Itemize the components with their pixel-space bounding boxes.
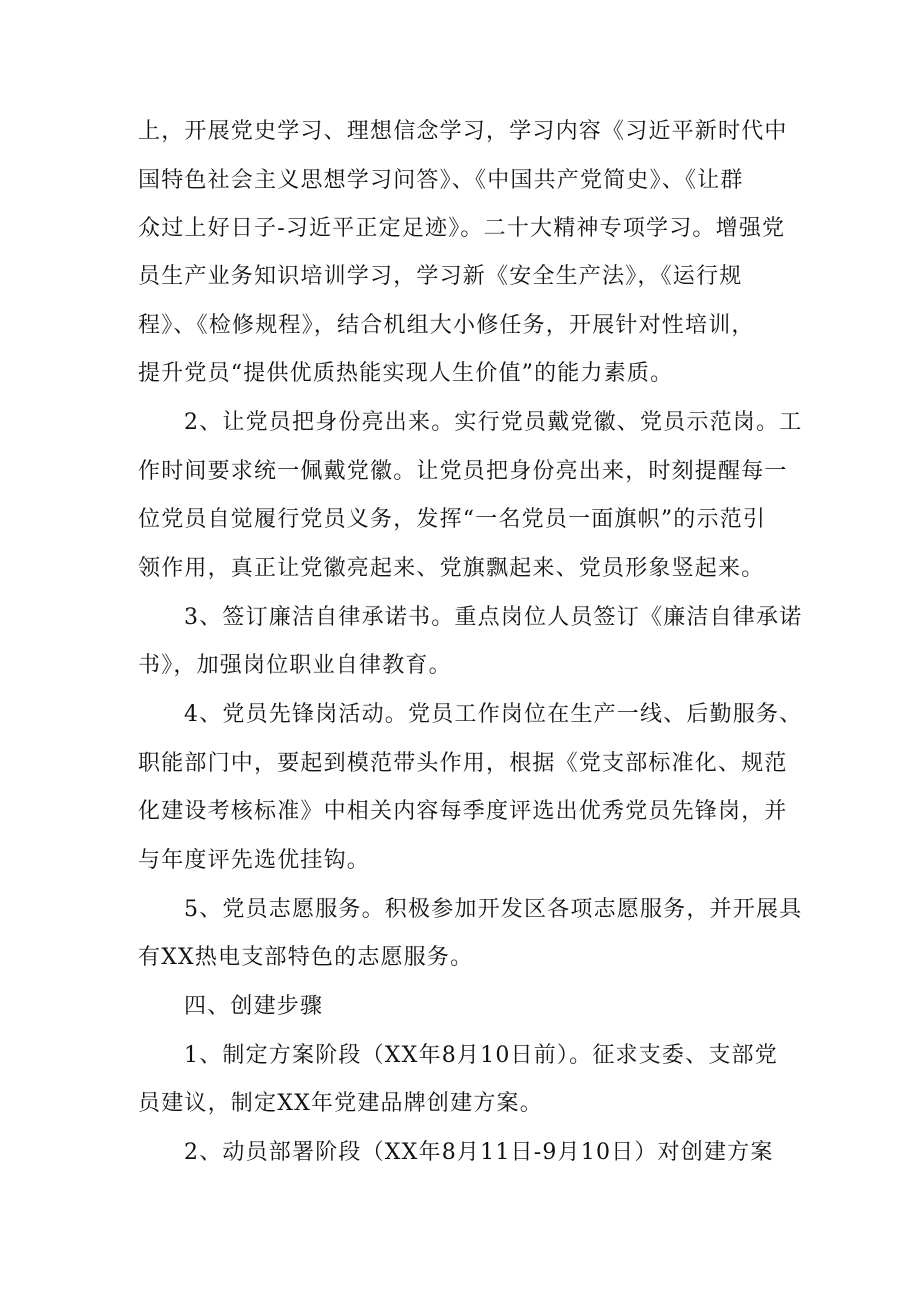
text-line: 领作用，真正让党徽亮起来、党旗飘起来、党员形象竖起来。 — [138, 556, 765, 581]
text-line: 程》、《检修规程》，结合机组大小修任务，开展针对性培训， — [138, 313, 755, 338]
text-line: 作时间要求统一佩戴党徽。让党员把身份亮出来，时刻提醒每一 — [138, 459, 788, 484]
text-line: 书》，加强岗位职业自律教育。 — [138, 653, 452, 678]
text-line: 国特色社会主义思想学习问答》、《中国共产党简史》、《让群 — [138, 168, 744, 193]
text-line: 上，开展党史学习、理想信念学习，学习内容《习近平新时代中 — [138, 119, 788, 144]
text-line: 提升党员“提供优质热能实现人生价值”的能力素质。 — [138, 361, 674, 386]
text-line: 有XX热电支部特色的志愿服务。 — [138, 945, 474, 970]
paragraph-item-2: 2、让党员把身份亮出来。实行党员戴党徽、党员示范岗。工 — [184, 410, 803, 435]
paragraph-item-3: 3、签订廉洁自律承诺书。重点岗位人员签订《廉洁自律承诺 — [184, 605, 803, 630]
paragraph-item-4: 4、党员先锋岗活动。党员工作岗位在生产一线、后勤服务、 — [184, 702, 803, 727]
text-line: 与年度评先选优挂钩。 — [138, 848, 371, 873]
paragraph-item-5: 5、党员志愿服务。积极参加开发区各项志愿服务，并开展具 — [184, 897, 803, 922]
text-line: 职能部门中，要起到模范带头作用，根据《党支部标准化、规范 — [138, 751, 788, 776]
step-item-2: 2、动员部署阶段（XX年8月11日-9月10日）对创建方案 — [184, 1140, 774, 1165]
text-line: 员建议，制定XX年党建品牌创建方案。 — [138, 1091, 543, 1116]
section-heading-steps: 四、创建步骤 — [184, 994, 324, 1019]
text-line: 化建设考核标准》中相关内容每季度评选出优秀党员先锋岗，并 — [138, 799, 788, 824]
step-item-1: 1、制定方案阶段（XX年8月10日前）。征求支委、支部党 — [184, 1043, 778, 1068]
text-line: 员生产业务知识培训学习，学习新《安全生产法》，《运行规 — [138, 264, 743, 289]
text-line: 众过上好日子-习近平正定足迹》。二十大精神专项学习。增强党 — [138, 216, 786, 241]
text-line: 位党员自觉履行党员义务，发挥“一名党员一面旗帜”的示范引 — [138, 507, 767, 532]
